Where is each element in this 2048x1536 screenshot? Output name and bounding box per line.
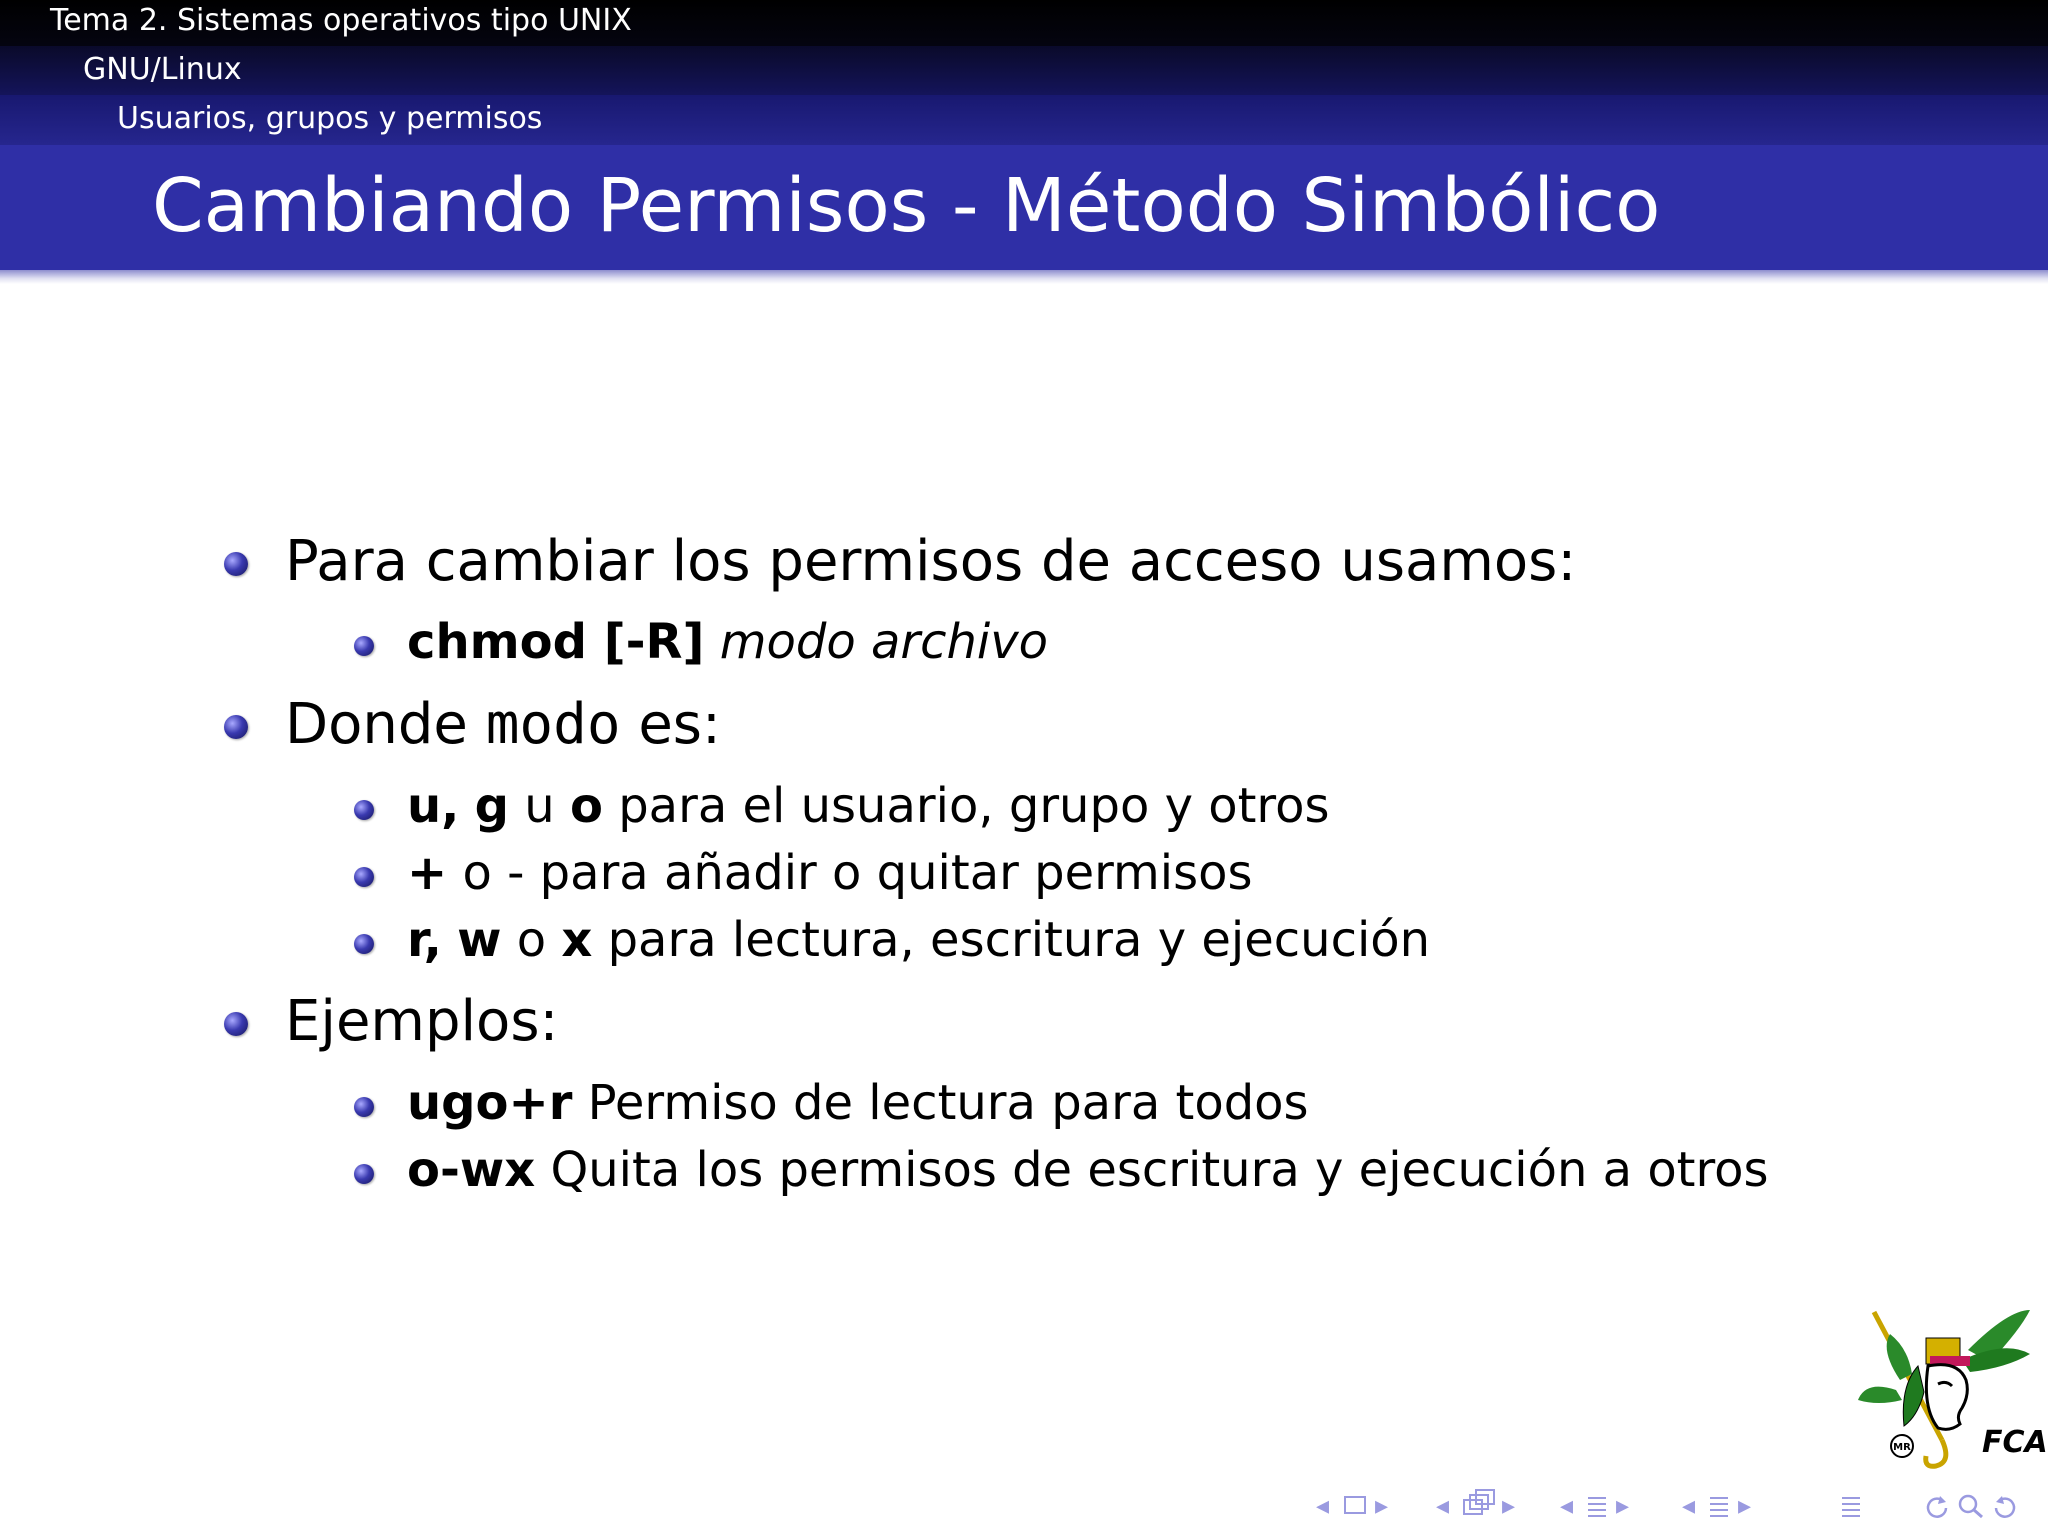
bold-text: r,	[407, 912, 442, 968]
list-item-text: para el usuario, grupo y otros	[602, 778, 1330, 834]
list-item-text: para lectura, escritura y ejecución	[592, 912, 1431, 968]
list-item-text: u	[509, 778, 570, 834]
nav-subsection-icon[interactable]	[1462, 1488, 1496, 1534]
list-item-text: Quita los permisos de escritura y ejecución a otros	[535, 1142, 1769, 1198]
bold-text: o	[569, 778, 603, 834]
nav-slide-next-icon[interactable]: ▸	[1738, 1491, 1752, 1521]
bold-text: w	[457, 912, 502, 968]
nav-section-icon[interactable]	[1584, 1490, 1610, 1532]
nav-forward-icon[interactable]	[1990, 1490, 2022, 1532]
nav-back-icon[interactable]	[1920, 1490, 1952, 1532]
logo-text: FCA	[1982, 1425, 2048, 1460]
nav-search-icon[interactable]	[1956, 1490, 1986, 1532]
list-subitem	[407, 1141, 1769, 1199]
bullet-icon	[224, 715, 248, 739]
list-subitem	[407, 777, 1329, 835]
list-item-text: es:	[620, 692, 721, 757]
bullet-icon	[224, 1012, 248, 1036]
nav-slide-prev-icon[interactable]: ◂	[1682, 1491, 1696, 1521]
logo-mark-text: MR	[1893, 1442, 1911, 1453]
section-title: Tema 2. Sistemas operativos tipo UNIX	[50, 3, 632, 38]
list-item	[285, 989, 558, 1055]
list-item-text: o - para añadir o quitar permisos	[447, 845, 1253, 901]
bold-text: g	[474, 778, 510, 834]
list-item-text: Permiso de lectura para todos	[572, 1075, 1309, 1131]
frame-title: Cambiando Permisos - Método Simbólico	[152, 163, 1661, 249]
nav-subsection-next-icon[interactable]: ▸	[1502, 1491, 1516, 1521]
list-subitem	[407, 844, 1252, 902]
fca-logo	[1856, 1300, 2048, 1480]
list-subitem	[407, 1074, 1309, 1132]
command-text: o-wx	[407, 1142, 536, 1198]
bold-text: +	[407, 845, 448, 901]
bullet-icon	[354, 636, 374, 656]
nav-section-prev-icon[interactable]: ◂	[1560, 1491, 1574, 1521]
bold-text: u,	[407, 778, 460, 834]
command-text: chmod [-R]	[407, 614, 705, 670]
list-item-text: Ejemplos:	[285, 989, 559, 1054]
list-subitem	[407, 911, 1430, 969]
command-text: ugo+r	[407, 1075, 573, 1131]
bullet-icon	[354, 867, 374, 887]
bullet-icon	[224, 552, 248, 576]
nav-frame-prev-icon[interactable]: ◂	[1316, 1491, 1330, 1521]
subsection-title: GNU/Linux	[83, 52, 242, 87]
code-text: modo	[485, 692, 621, 757]
bullet-icon	[354, 800, 374, 820]
bullet-icon	[354, 1164, 374, 1184]
nav-section-next-icon[interactable]: ▸	[1616, 1491, 1630, 1521]
list-item-text: Donde	[285, 692, 486, 757]
list-item-text: o	[501, 912, 562, 968]
fca-logo-icon	[1856, 1300, 2048, 1480]
command-args: modo archivo	[719, 614, 1049, 670]
bullet-icon	[354, 934, 374, 954]
bold-text: x	[561, 912, 593, 968]
list-item	[285, 692, 721, 758]
list-subitem	[407, 613, 1048, 671]
subsubsection-title: Usuarios, grupos y permisos	[117, 101, 543, 136]
list-item-text: Para cambiar los permisos de acceso usamos:	[285, 529, 1577, 594]
nav-subsection-prev-icon[interactable]: ◂	[1436, 1491, 1450, 1521]
nav-frame-icon[interactable]	[1342, 1490, 1368, 1532]
navigation-bar	[1310, 1486, 2040, 1526]
list-item	[285, 529, 1576, 595]
nav-slide-icon[interactable]	[1706, 1490, 1732, 1532]
nav-frame-next-icon[interactable]: ▸	[1375, 1491, 1389, 1521]
bullet-icon	[354, 1097, 374, 1117]
nav-outline-icon[interactable]	[1838, 1490, 1864, 1532]
